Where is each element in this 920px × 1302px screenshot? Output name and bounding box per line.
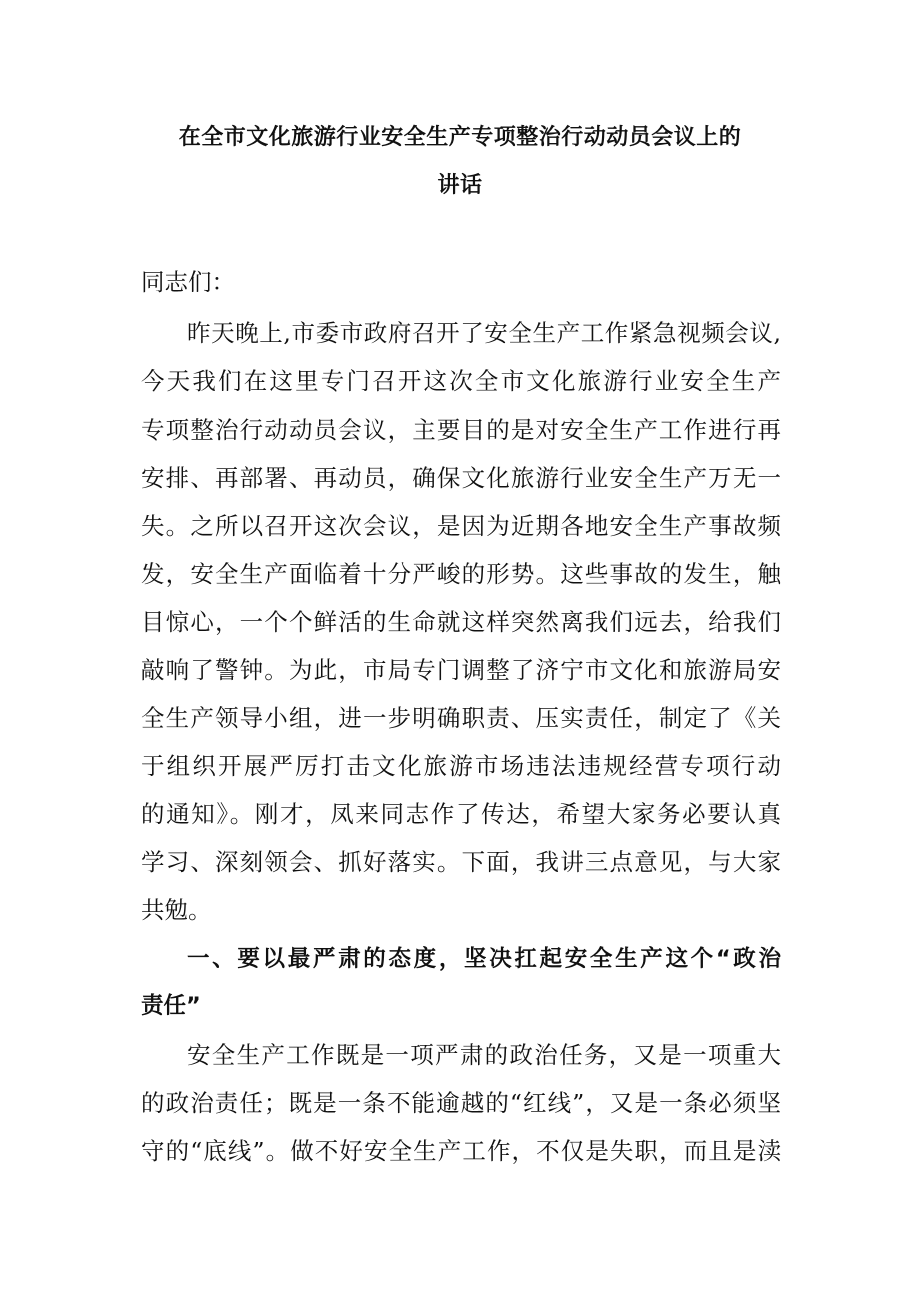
section-heading-1-line: 一、要以最严肃的态度，坚决扛起安全生产这个“政治 <box>187 946 781 972</box>
paragraph-1-line: 发，安全生产面临着十分严峻的形势。这些事故的发生，触 <box>141 560 781 588</box>
paragraph-1-line: 的通知》。刚才，凤来同志作了传达，希望大家务必要认真 <box>141 800 781 828</box>
paragraph-1-line: 今天我们在这里专门召开这次全市文化旅游行业安全生产 <box>141 367 781 395</box>
paragraph-1-line: 安排、再部署、再动员，确保文化旅游行业安全生产万无一 <box>141 464 781 492</box>
paragraph-1-line: 全生产领导小组，进一步明确职责、压实责任，制定了《关 <box>141 704 781 732</box>
paragraph-1-line: 共勉。 <box>141 896 212 924</box>
paragraph-2-line: 的政治责任；既是一条不能逾越的“红线”，又是一条必须坚 <box>141 1089 781 1117</box>
paragraph-1-line: 于组织开展严厉打击文化旅游市场违法违规经营专项行动 <box>141 752 781 780</box>
document-title-line-1: 在全市文化旅游行业安全生产专项整治行动动员会议上的 <box>178 125 742 150</box>
paragraph-2-line: 守的“底线”。做不好安全生产工作，不仅是失职，而且是渎 <box>141 1137 781 1165</box>
document-title-line-2: 讲话 <box>437 173 483 198</box>
paragraph-1-line: 敲响了警钟。为此，市局专门调整了济宁市文化和旅游局安 <box>141 656 781 684</box>
salutation: 同志们： <box>141 268 235 296</box>
paragraph-1-line: 学习、深刻领会、抓好落实。下面，我讲三点意见，与大家 <box>141 848 781 876</box>
paragraph-1-line: 目惊心，一个个鲜活的生命就这样突然离我们远去，给我们 <box>141 608 781 636</box>
paragraph-1-line: 昨天晚上,市委市政府召开了安全生产工作紧急视频会议, <box>187 319 781 347</box>
paragraph-2-line: 安全生产工作既是一项严肃的政治任务，又是一项重大 <box>187 1041 781 1069</box>
paragraph-1-line: 专项整治行动动员会议，主要目的是对安全生产工作进行再 <box>141 416 781 444</box>
paragraph-1-line: 失。之所以召开这次会议，是因为近期各地安全生产事故频 <box>141 512 781 540</box>
section-heading-1-line: 责任” <box>141 993 201 1019</box>
